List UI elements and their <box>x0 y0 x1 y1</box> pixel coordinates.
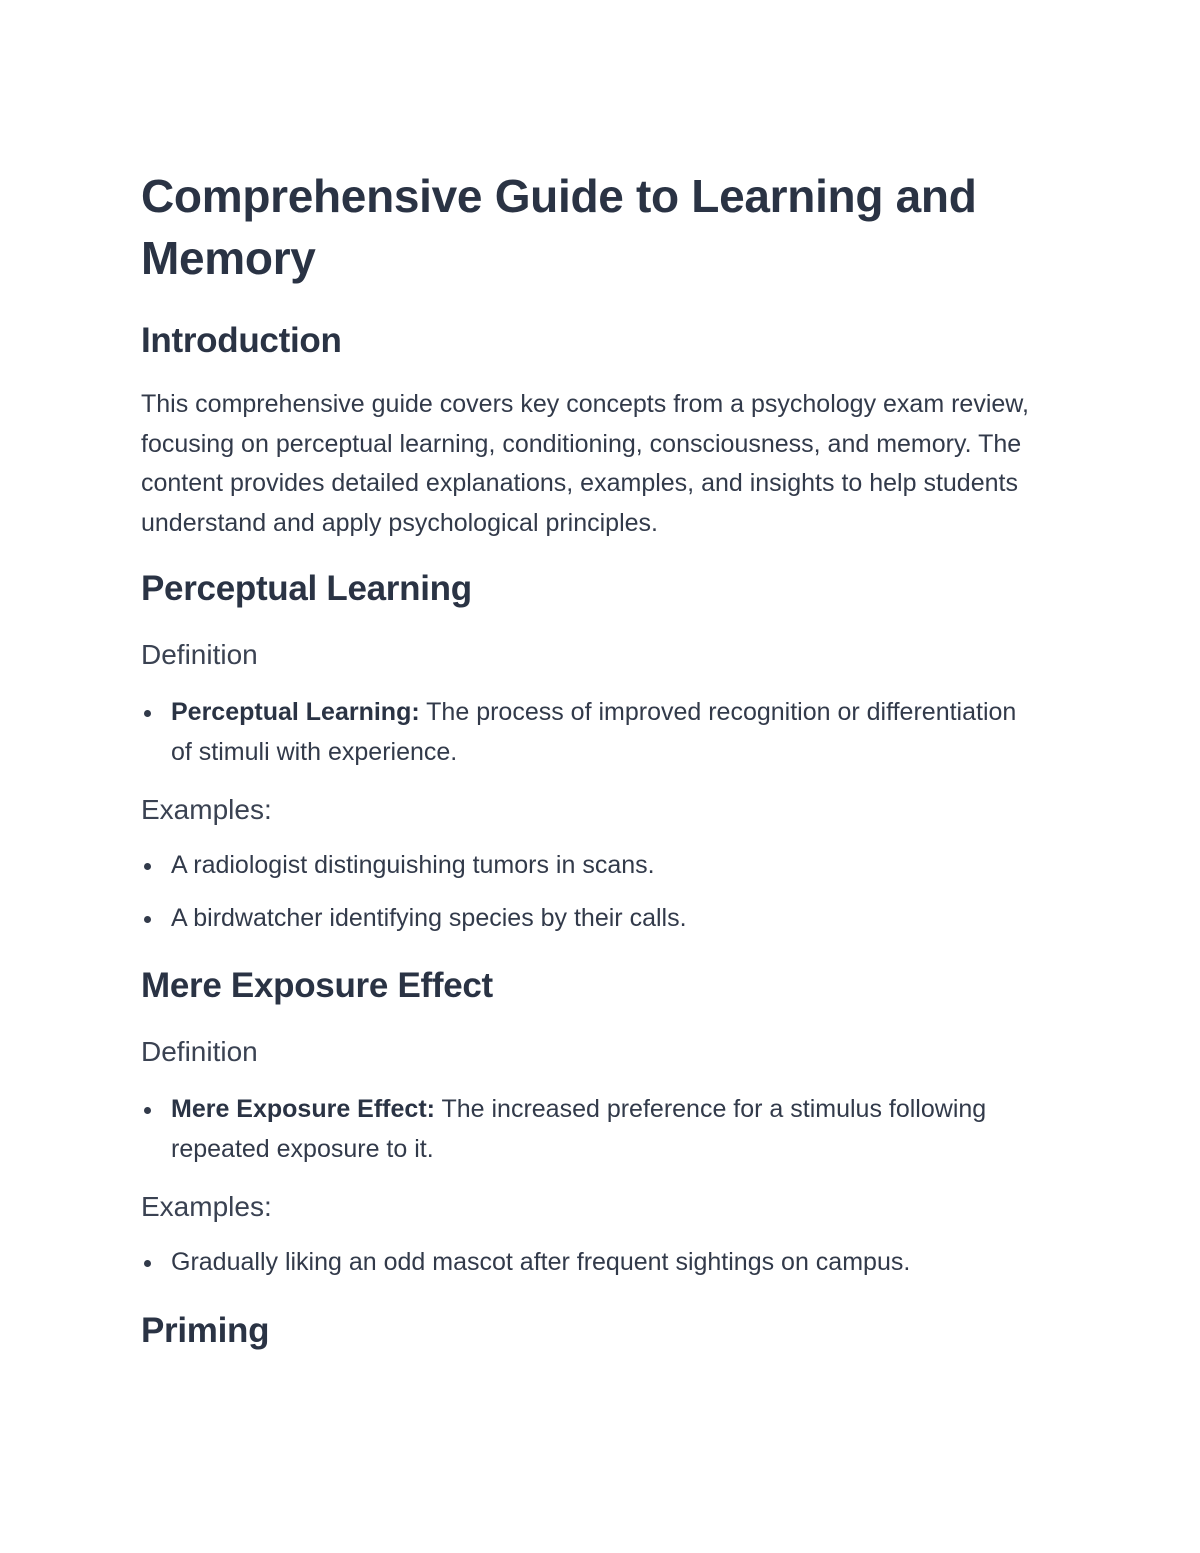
definition-text: The process of improved recognition or differentiation of stimuli with experience. <box>171 698 1017 766</box>
bullet-icon <box>144 710 151 717</box>
perceptual-learning-examples-heading: Examples: <box>141 794 272 825</box>
mere-exposure-examples-list <box>141 1243 1041 1283</box>
perceptual-learning-heading: Perceptual Learning <box>141 569 472 608</box>
mere-exposure-definition-heading: Definition <box>141 1036 258 1067</box>
document-title: Comprehensive Guide to Learning and Memory <box>141 170 977 284</box>
bullet-icon <box>144 916 151 923</box>
introduction-heading: Introduction <box>141 321 342 360</box>
definition-item <box>141 693 1041 772</box>
perceptual-learning-definition-list <box>141 693 1041 772</box>
definition-item <box>141 1090 1041 1169</box>
example-text: A birdwatcher identifying species by their calls. <box>171 903 687 932</box>
definition-term: Mere Exposure Effect: <box>171 1095 435 1123</box>
example-item <box>141 1243 1041 1283</box>
example-item <box>141 899 1041 939</box>
bullet-icon <box>144 863 151 870</box>
example-text: A radiologist distinguishing tumors in scans. <box>171 851 655 879</box>
example-text: Gradually liking an odd mascot after frequent sightings on campus. <box>171 1248 911 1276</box>
mere-exposure-examples-heading: Examples: <box>141 1191 272 1222</box>
bullet-icon <box>144 1260 151 1267</box>
introduction-paragraph: This comprehensive guide covers key concepts from a psychology exam review, focusing on perceptual learning, conditioning, consciousness, and memory. The content provides detailed explanations, examples, and insights to help students understand and apply psychological principles. <box>141 390 1029 537</box>
perceptual-learning-definition-heading: Definition <box>141 639 258 670</box>
bullet-icon <box>144 1107 151 1114</box>
perceptual-learning-examples-list <box>141 846 1041 938</box>
priming-heading: Priming <box>141 1310 270 1350</box>
definition-term: Perceptual Learning: <box>171 698 420 726</box>
definition-text: The increased preference for a stimulus following repeated exposure to it. <box>171 1095 987 1163</box>
mere-exposure-definition-list <box>141 1090 1041 1169</box>
document-page <box>141 165 1041 1353</box>
mere-exposure-heading: Mere Exposure Effect <box>141 966 493 1005</box>
example-item <box>141 846 1041 886</box>
